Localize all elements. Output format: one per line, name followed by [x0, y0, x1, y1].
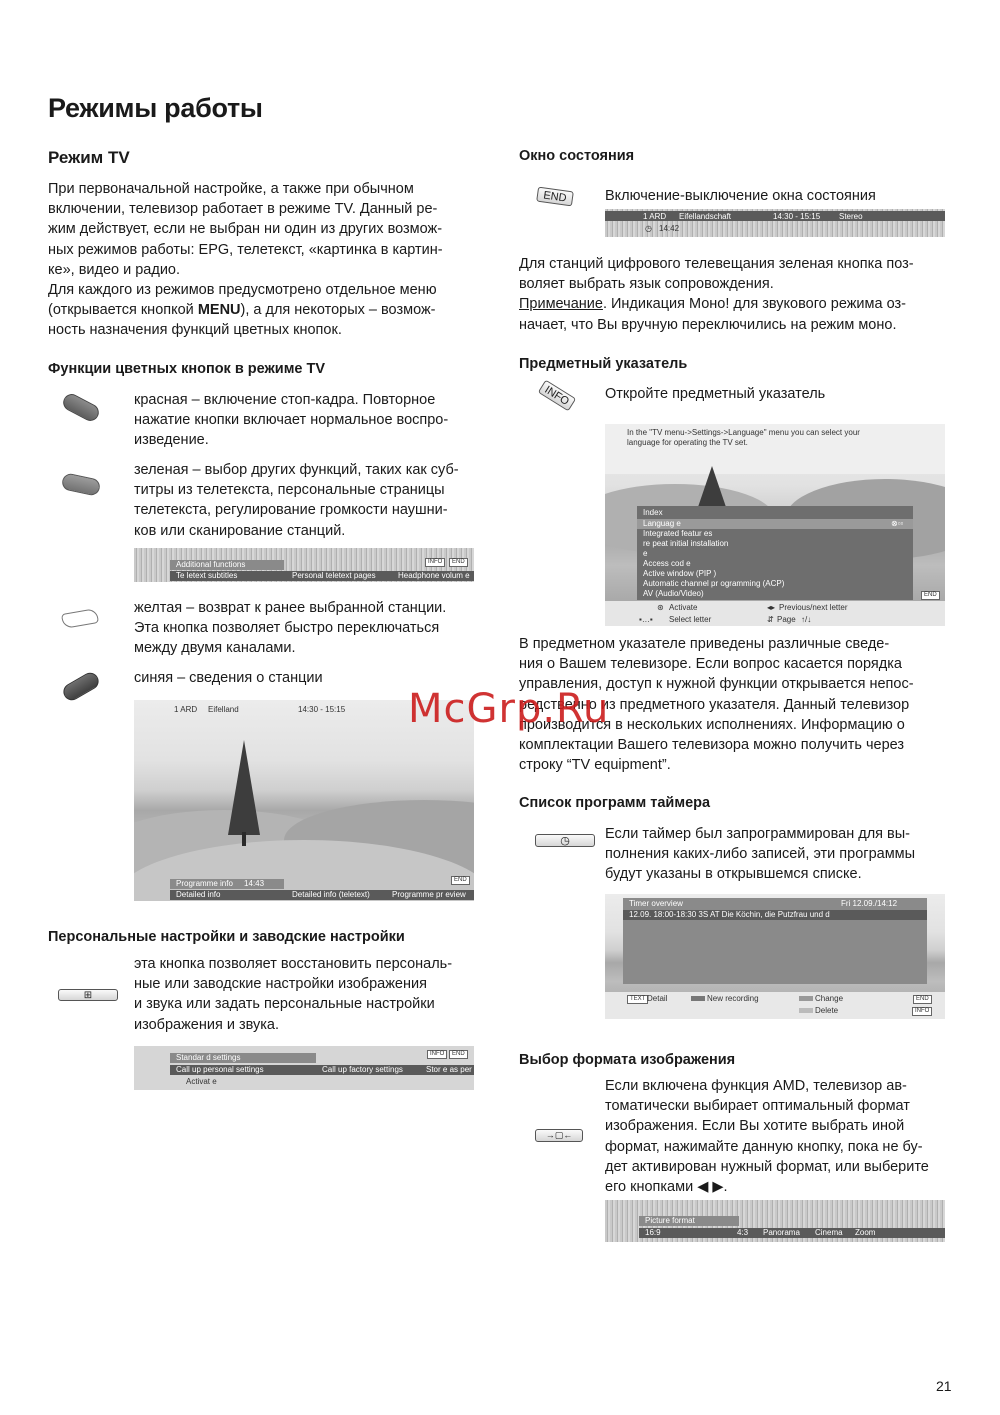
osd-status-window: 1 ARD Eifellandschaft 14:30 - 15:15 Stereo ◷ 14:42	[605, 209, 945, 237]
end-key-icon: END	[536, 187, 574, 207]
timer-text: Если таймер был запрограммирован для вы- полнения каких-либо записей, эти программы будут указаны в открывшемся списке.	[605, 826, 916, 883]
color-buttons-heading: Функции цветных кнопок в режиме TV	[48, 361, 326, 377]
status-text: Для станций цифрового телевещания зеленая кнопка поз- воляет выбрать язык сопровождения. Примечание. Индикация Моно! для звукового режима оз- начает, что Вы вручную переключились на режим моно.	[519, 256, 914, 333]
settings-heading: Персональные настройки и заводские настройки	[48, 929, 405, 945]
green-button-text: зеленая – выбор других функций, таких как суб- титры из телетекста, персональные страницы телетекста, регулирование громкости наушни- ков или сканирование станций.	[134, 462, 459, 539]
page-title: Режимы работы	[48, 93, 263, 123]
red-button-text: красная – включение стоп-кадра. Повторное нажатие кнопки включает нормальное воспро- изведение.	[134, 392, 449, 449]
osd-picture-format: Picture format 16:9 4:3 Panorama Cinema Zoom	[605, 1200, 945, 1242]
clock-icon: ◷	[645, 224, 652, 233]
settings-text: эта кнопка позволяет восстановить персональ- ные или заводские настройки изображения и звука или задать персональные настройки изображения и звука.	[134, 956, 453, 1033]
osd-programme-info: 1 ARD Eifelland 14:30 - 15:15 END Programme info 14:43 Detailed info Detailed info (teletext) Programme pr eview	[134, 700, 474, 901]
osd-standard-settings: INFO END Standar d settings Call up personal settings Call up factory settings Stor e as per Activat e	[134, 1046, 474, 1090]
index-text: В предметном указателе приведены различные сведе- ния о Вашем телевизоре. Если вопрос касается порядка управления, доступ к нужной функции открывается непос- редственно из предметного указателя. Данный телевизор производится в нескольких исполнениях. Информацию о комплектации Вашего телевизора можно получить через строку “TV equipment”.	[519, 636, 914, 774]
index-line: Откройте предметный указатель	[605, 386, 826, 402]
status-heading: Окно состояния	[519, 148, 635, 164]
osd-timer-overview: Timer overview Fri 12.09./14:12 12.09. 18:00-18:30 3S AT Die Köchin, die Putzfrau und d TEXT Detail New recording Change Delete END INFO	[605, 894, 945, 1019]
osd-additional-functions: INFO END Additional functions Te letext subtitles Personal teletext pages Headphone volum e	[134, 548, 474, 582]
blue-button-text: синяя – сведения о станции	[134, 670, 323, 686]
settings-key-icon: ⊞	[58, 989, 118, 1001]
watermark: McGrp.Ru	[408, 686, 610, 732]
timer-heading: Список программ таймера	[519, 795, 711, 811]
tv-mode-text: При первоначальной настройке, а также при обычном включении, телевизор работает в режиме TV. Данный ре- жим действует, если не выбран ни один из других возмож- ных режимов работы: EPG, телетекст, «картинка в картин- ке», видео и радио. Для каждого из режимов предусмотрено отдельное меню (открывается кнопкой MENU), а для некоторых – возмож- ность назначения функций цветных кнопок.	[48, 181, 443, 339]
yellow-button-icon	[61, 608, 99, 629]
tv-mode-heading: Режим TV	[48, 148, 130, 167]
format-key-icon: →▢←	[535, 1129, 583, 1142]
green-button-icon	[61, 472, 102, 497]
yellow-button-text: желтая – возврат к ранее выбранной станции. Эта кнопка позволяет быстро переключаться между двумя каналами.	[134, 600, 447, 657]
index-heading: Предметный указатель	[519, 356, 688, 372]
format-heading: Выбор формата изображения	[519, 1052, 736, 1068]
format-text: Если включена функция AMD, телевизор ав- томатически выбирает оптимальный формат изображения. Если Вы хотите выбрать иной формат, нажимайте данную кнопку, пока не бу- дет активирован нужный формат, или выберите его кнопками ◀ ▶.	[605, 1078, 929, 1196]
red-button-icon	[60, 391, 102, 424]
page-number: 21	[936, 1378, 952, 1394]
info-key-icon: INFO	[538, 380, 576, 412]
blue-button-icon	[60, 670, 101, 704]
osd-index: In the "TV menu->Settings->Language" menu you can select your language for operating the TV set. Index Languag e ⊗▫▫ Integrated featur es re peat initial installation e Access cod e Active window (PIP ) Automatic channel pr ogramming (ACP) AV (Audio/Video) END ⊛ Activate ◂▸ Previous/next letter ▪…▪ Select letter ⇵ Page ↑/↓	[605, 424, 945, 626]
timer-key-icon: ◷	[535, 834, 595, 847]
status-line: Включение-выключение окна состояния	[605, 188, 876, 204]
tree-icon	[224, 740, 264, 850]
